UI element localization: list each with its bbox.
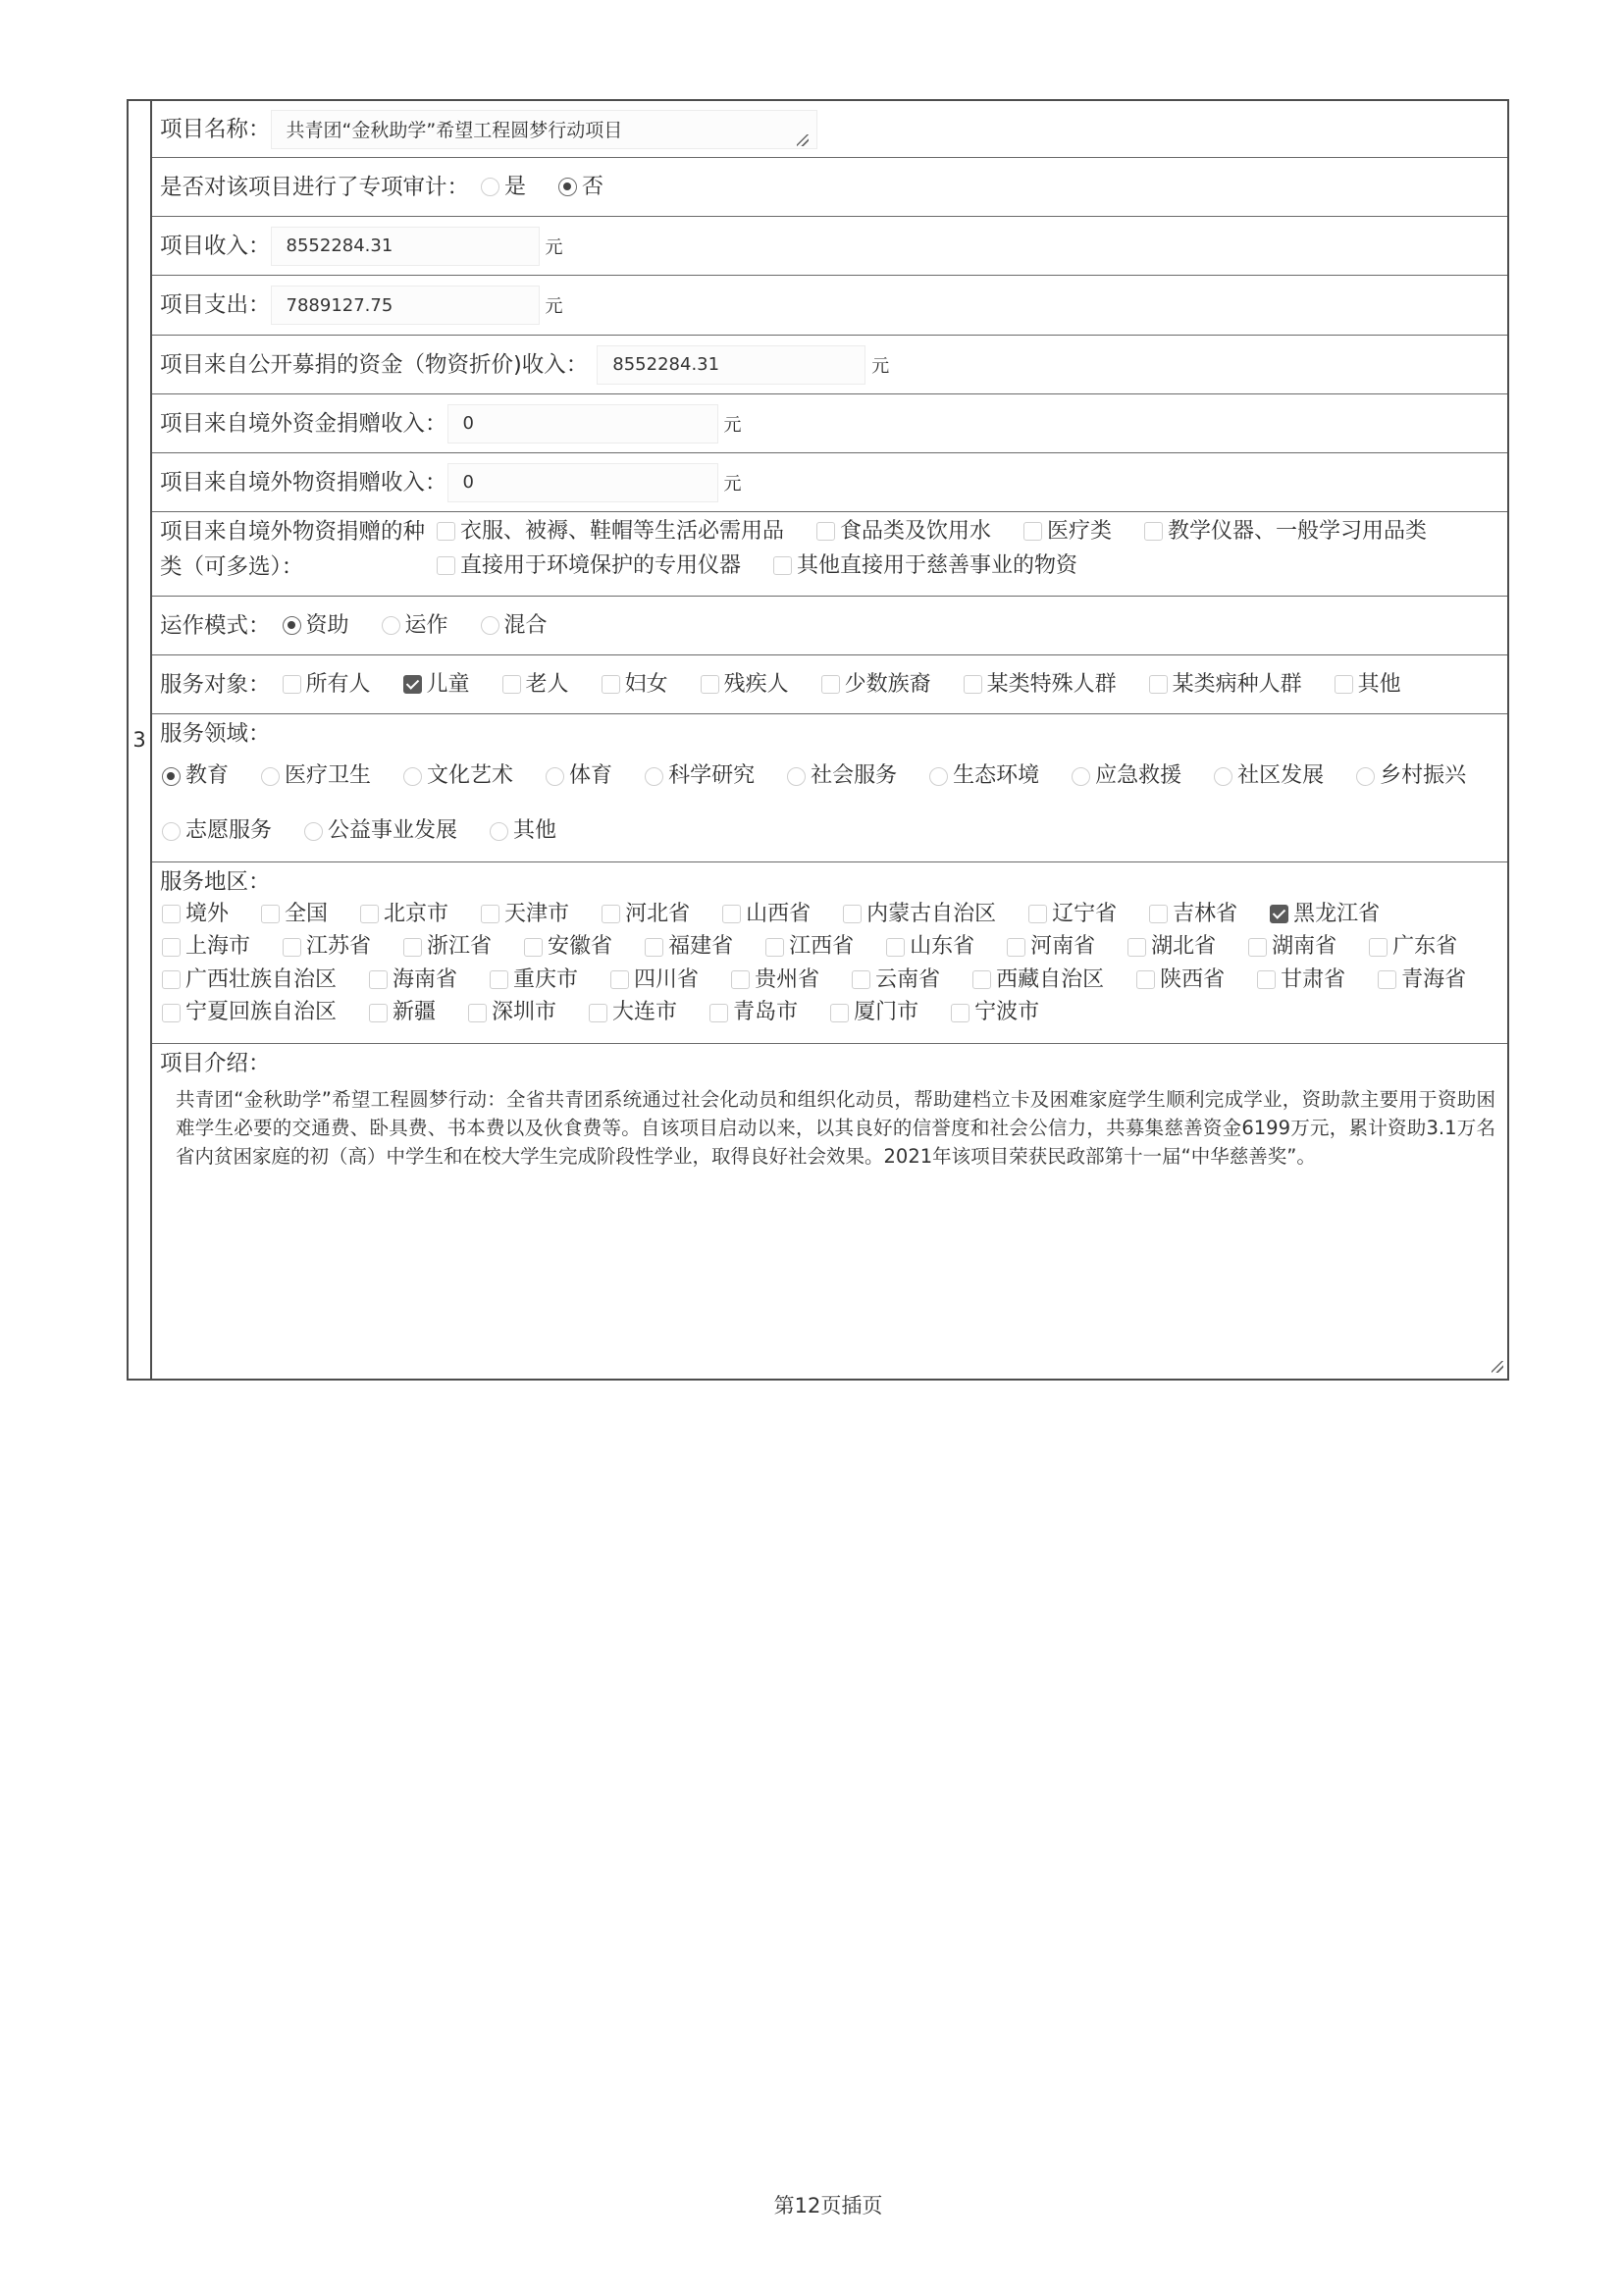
option-label: 运作 — [404, 612, 448, 638]
checkbox[interactable] — [524, 938, 543, 957]
option-label: 衣服、被褥、鞋帽等生活必需用品 — [460, 518, 785, 544]
checkbox[interactable] — [972, 970, 991, 989]
project-name-label: 项目名称： — [160, 116, 271, 142]
audit-option[interactable] — [558, 173, 603, 202]
option-label: 内蒙古自治区 — [866, 901, 997, 926]
checkbox[interactable] — [1270, 905, 1288, 923]
service-field-option[interactable] — [1214, 761, 1324, 791]
page-footer: 第12页插页 — [773, 2194, 883, 2218]
special-audit-options — [481, 173, 603, 202]
checkbox[interactable] — [1257, 970, 1276, 989]
option-label: 河南省 — [1030, 934, 1096, 960]
checkbox[interactable] — [162, 938, 181, 957]
radio-button[interactable] — [1072, 767, 1090, 786]
service-target-option[interactable] — [701, 670, 789, 700]
special-audit-label: 是否对该项目进行了专项审计： — [160, 174, 470, 200]
option-label: 山东省 — [910, 934, 975, 960]
income-value: 8552284.31 — [286, 235, 393, 256]
checkbox[interactable] — [951, 1004, 969, 1022]
service-field-option[interactable] — [645, 761, 755, 791]
expenditure-row — [152, 276, 1507, 336]
service-region-option[interactable] — [468, 998, 556, 1027]
option-label: 湖南省 — [1272, 934, 1337, 960]
option-label: 江西省 — [789, 934, 855, 960]
special-audit-row — [152, 158, 1507, 217]
checkbox[interactable] — [283, 938, 301, 957]
option-label: 残疾人 — [723, 671, 789, 697]
checkbox[interactable] — [502, 675, 521, 694]
service-field-option-row — [162, 804, 1507, 859]
radio-button[interactable] — [929, 767, 948, 786]
row-index: 3 — [132, 728, 146, 752]
option-label: 教学仪器、一般学习用品类 — [1168, 518, 1428, 544]
service-region-option[interactable] — [360, 900, 448, 929]
checkbox[interactable] — [1007, 938, 1025, 957]
expenditure-input[interactable] — [271, 286, 540, 325]
service-target-option[interactable] — [1149, 670, 1302, 700]
project-form — [152, 101, 1507, 1379]
checkbox[interactable] — [709, 1004, 728, 1022]
project-name-value: 共青团“金秋助学”希望工程圆梦行动项目 — [286, 120, 623, 141]
checkbox[interactable] — [468, 1004, 487, 1022]
resize-handle-icon[interactable] — [797, 134, 809, 146]
option-label: 安徽省 — [548, 934, 613, 960]
radio-button[interactable] — [490, 822, 508, 841]
checkbox[interactable] — [645, 938, 663, 957]
material-type-option[interactable] — [437, 517, 784, 547]
checkbox[interactable] — [1136, 970, 1155, 989]
service-region-option-row — [162, 931, 1507, 965]
resize-handle-icon[interactable] — [1492, 1361, 1503, 1373]
checkbox[interactable] — [1369, 938, 1388, 957]
service-field-option[interactable] — [162, 761, 229, 791]
option-label: 医疗卫生 — [285, 763, 372, 788]
option-label: 社区发展 — [1237, 763, 1325, 788]
service-region-option[interactable] — [610, 965, 699, 995]
option-label: 浙江省 — [427, 934, 493, 960]
expenditure-value: 7889127.75 — [286, 294, 393, 316]
service-field-option[interactable] — [403, 761, 513, 791]
service-targets-row — [152, 655, 1507, 714]
service-region-option[interactable] — [722, 900, 811, 929]
operation-mode-row — [152, 597, 1507, 655]
radio-button[interactable] — [283, 616, 301, 635]
project-name-input[interactable] — [271, 110, 817, 149]
option-label: 四川省 — [634, 966, 700, 992]
service-region-option[interactable] — [1028, 900, 1117, 929]
public-fundraising-row — [152, 336, 1507, 394]
project-name-row — [152, 101, 1507, 158]
checkbox[interactable] — [602, 905, 620, 923]
overseas-fund-label: 项目来自境外资金捐赠收入： — [160, 410, 447, 437]
service-region-option[interactable] — [830, 998, 918, 1027]
option-label: 其他 — [1357, 671, 1401, 697]
checkbox[interactable] — [1127, 938, 1146, 957]
project-form-table — [127, 99, 1509, 1381]
service-region-option[interactable] — [283, 932, 371, 962]
checkbox[interactable] — [722, 905, 741, 923]
checkbox[interactable] — [773, 556, 792, 575]
service-field-option[interactable] — [787, 761, 897, 791]
service-region-option[interactable] — [1248, 932, 1336, 962]
service-region-option-row — [162, 898, 1507, 931]
row-index-column — [129, 101, 152, 1379]
checkbox[interactable] — [437, 556, 455, 575]
material-type-option-row — [437, 514, 1427, 548]
radio-button[interactable] — [481, 178, 499, 196]
material-type-option-row — [437, 548, 1427, 583]
material-type-option[interactable] — [816, 517, 991, 547]
operation-mode-option[interactable] — [382, 611, 448, 641]
option-label: 医疗类 — [1047, 518, 1113, 544]
overseas-material-unit: 元 — [723, 473, 742, 495]
option-label: 厦门市 — [854, 1000, 919, 1025]
service-regions-options — [160, 898, 1507, 1029]
checkbox[interactable] — [1149, 675, 1168, 694]
overseas-fund-row — [152, 394, 1507, 453]
service-regions-row — [152, 862, 1507, 1044]
option-label: 社会服务 — [811, 763, 898, 788]
service-field-option[interactable] — [546, 761, 612, 791]
option-label: 新疆 — [393, 1000, 437, 1025]
option-label: 否 — [582, 174, 604, 199]
introduction-row — [152, 1044, 1507, 1379]
service-region-option[interactable] — [403, 932, 492, 962]
overseas-fund-value: 0 — [462, 413, 474, 434]
option-label: 海南省 — [393, 966, 458, 992]
option-label: 儿童 — [426, 671, 470, 697]
checkbox[interactable] — [490, 970, 508, 989]
checkbox[interactable] — [162, 970, 181, 989]
option-label: 妇女 — [624, 671, 668, 697]
radio-button[interactable] — [382, 616, 400, 635]
option-label: 广西壮族自治区 — [185, 966, 338, 992]
service-target-option[interactable] — [964, 670, 1117, 700]
income-row — [152, 217, 1507, 276]
checkbox[interactable] — [1378, 970, 1396, 989]
checkbox[interactable] — [437, 522, 455, 541]
checkbox[interactable] — [162, 905, 181, 923]
service-region-option[interactable] — [162, 900, 229, 929]
radio-button[interactable] — [162, 767, 181, 786]
checkbox[interactable] — [1248, 938, 1267, 957]
option-label: 深圳市 — [492, 1000, 557, 1025]
operation-mode-options — [283, 611, 548, 641]
radio-button[interactable] — [261, 767, 280, 786]
option-label: 云南省 — [875, 966, 941, 992]
service-field-option[interactable] — [162, 816, 272, 846]
checkbox[interactable] — [403, 938, 422, 957]
checkbox[interactable] — [830, 1004, 849, 1022]
service-fields-row — [152, 714, 1507, 862]
checkbox[interactable] — [481, 905, 499, 923]
service-region-option[interactable] — [490, 965, 578, 995]
service-field-option[interactable] — [490, 816, 556, 846]
service-target-option[interactable] — [403, 670, 470, 700]
overseas-material-input[interactable] — [447, 463, 718, 502]
option-label: 辽宁省 — [1052, 901, 1118, 926]
checkbox[interactable] — [1144, 522, 1163, 541]
service-region-option[interactable] — [369, 998, 436, 1027]
service-target-option[interactable] — [283, 670, 371, 700]
material-types-row — [152, 512, 1507, 597]
material-types-options — [437, 514, 1427, 583]
checkbox[interactable] — [589, 1004, 607, 1022]
income-label: 项目收入： — [160, 233, 271, 259]
overseas-fund-unit: 元 — [723, 414, 742, 436]
checkbox[interactable] — [602, 675, 620, 694]
option-label: 山西省 — [746, 901, 812, 926]
service-region-option[interactable] — [951, 998, 1039, 1027]
service-region-option[interactable] — [972, 965, 1104, 995]
radio-button[interactable] — [1356, 767, 1375, 786]
option-label: 陕西省 — [1160, 966, 1226, 992]
checkbox[interactable] — [765, 938, 784, 957]
option-label: 老人 — [525, 671, 569, 697]
expenditure-label: 项目支出： — [160, 292, 271, 318]
material-type-option[interactable] — [1144, 517, 1427, 547]
service-region-option[interactable] — [261, 900, 328, 929]
public-fundraising-input[interactable] — [597, 345, 865, 385]
audit-option[interactable] — [481, 173, 526, 202]
public-fundraising-label: 项目来自公开募捐的资金（物资折价)收入： — [160, 351, 589, 378]
option-label: 体育 — [569, 763, 613, 788]
option-label: 科学研究 — [668, 763, 756, 788]
radio-button[interactable] — [162, 822, 181, 841]
service-field-option[interactable] — [1072, 761, 1181, 791]
checkbox[interactable] — [360, 905, 379, 923]
option-label: 吉林省 — [1173, 901, 1238, 926]
option-label: 广东省 — [1392, 934, 1458, 960]
material-types-label: 项目来自境外物资捐赠的种类（可多选）： — [160, 519, 426, 580]
checkbox[interactable] — [731, 970, 750, 989]
introduction-label: 项目介绍： — [160, 1051, 271, 1076]
checkbox[interactable] — [403, 675, 422, 694]
checkbox[interactable] — [816, 522, 835, 541]
option-label: 其他直接用于慈善事业的物资 — [797, 552, 1078, 578]
option-label: 福建省 — [668, 934, 734, 960]
option-label: 某类病种人群 — [1172, 671, 1302, 697]
option-label: 其他 — [513, 818, 557, 843]
checkbox[interactable] — [1028, 905, 1047, 923]
service-field-option[interactable] — [929, 761, 1039, 791]
checkbox[interactable] — [1149, 905, 1168, 923]
service-region-option[interactable] — [1136, 965, 1225, 995]
material-type-option[interactable] — [1023, 517, 1112, 547]
option-label: 境外 — [185, 901, 230, 926]
radio-button[interactable] — [546, 767, 564, 786]
material-type-option[interactable] — [773, 551, 1077, 581]
service-region-option-row — [162, 964, 1507, 997]
operation-mode-label: 运作模式： — [160, 612, 271, 639]
service-region-option[interactable] — [1369, 932, 1457, 962]
service-region-option[interactable] — [481, 900, 569, 929]
checkbox[interactable] — [283, 675, 301, 694]
radio-button[interactable] — [403, 767, 422, 786]
radio-button[interactable] — [304, 822, 323, 841]
option-label: 湖北省 — [1151, 934, 1217, 960]
option-label: 全国 — [285, 901, 329, 926]
option-label: 天津市 — [504, 901, 570, 926]
income-unit: 元 — [545, 236, 563, 258]
checkbox[interactable] — [886, 938, 905, 957]
service-region-option[interactable] — [162, 932, 250, 962]
checkbox[interactable] — [821, 675, 840, 694]
service-region-option[interactable] — [589, 998, 677, 1027]
introduction-textarea[interactable]: 共青团“金秋助学”希望工程圆梦行动：全省共青团系统通过社会化动员和组织化动员，帮助建档立卡及困难家庭学生顺利完成学业，资助款主要用于资助困难学生必要的交通费、卧具费、书本费以及伙食费等。自该项目启动以来，以其良好的信誉度和社会公信力，共募集慈善资金6199万元，累计资助3.1万名省内贫困家庭的初（高）中学生和在校大学生完成阶段性学业，取得良好社会效果。2021年该项目荣获民政部第十一届“中华慈善奖”。 — [176, 1088, 1495, 1168]
checkbox[interactable] — [1023, 522, 1042, 541]
income-input[interactable] — [271, 227, 540, 266]
service-region-option[interactable] — [731, 965, 819, 995]
option-label: 文化艺术 — [427, 763, 514, 788]
option-label: 乡村振兴 — [1380, 763, 1467, 788]
radio-button[interactable] — [645, 767, 663, 786]
service-region-option-row — [162, 997, 1507, 1030]
radio-button[interactable] — [558, 178, 577, 196]
radio-button[interactable] — [481, 616, 499, 635]
option-label: 宁夏回族自治区 — [185, 1000, 338, 1025]
option-label: 应急救援 — [1095, 763, 1182, 788]
material-type-option[interactable] — [437, 551, 741, 581]
expenditure-unit: 元 — [545, 296, 563, 317]
service-field-option-row — [162, 749, 1507, 804]
audit-option-row — [481, 173, 603, 202]
option-label: 少数族裔 — [844, 671, 931, 697]
service-field-option[interactable] — [261, 761, 371, 791]
option-label: 志愿服务 — [185, 818, 273, 843]
option-label: 直接用于环境保护的专用仪器 — [460, 552, 742, 578]
checkbox[interactable] — [369, 970, 388, 989]
checkbox[interactable] — [701, 675, 719, 694]
option-label: 公益事业发展 — [328, 818, 458, 843]
option-label: 青岛市 — [733, 1000, 799, 1025]
service-region-option[interactable] — [709, 998, 798, 1027]
service-target-option[interactable] — [502, 670, 569, 700]
checkbox[interactable] — [843, 905, 862, 923]
option-label: 河北省 — [625, 901, 691, 926]
service-fields-label: 服务领域： — [160, 721, 271, 747]
service-targets-label: 服务对象： — [160, 671, 271, 698]
radio-button[interactable] — [1214, 767, 1232, 786]
service-fields-options — [160, 749, 1507, 859]
service-region-option[interactable] — [765, 932, 854, 962]
service-target-option[interactable] — [1335, 670, 1401, 700]
service-field-option[interactable] — [1356, 761, 1466, 791]
overseas-material-label: 项目来自境外物资捐赠收入： — [160, 469, 447, 496]
overseas-material-value: 0 — [462, 472, 474, 493]
service-target-option[interactable] — [602, 670, 668, 700]
option-label: 西藏自治区 — [996, 966, 1105, 992]
option-label: 青海省 — [1401, 966, 1467, 992]
option-label: 食品类及饮用水 — [840, 518, 992, 544]
service-region-option[interactable] — [524, 932, 612, 962]
service-region-option[interactable] — [843, 900, 996, 929]
overseas-material-row — [152, 453, 1507, 512]
checkbox[interactable] — [261, 905, 280, 923]
checkbox[interactable] — [852, 970, 870, 989]
service-target-option[interactable] — [821, 670, 931, 700]
public-fundraising-value: 8552284.31 — [612, 354, 720, 375]
service-region-option[interactable] — [1149, 900, 1237, 929]
service-region-option[interactable] — [1378, 965, 1466, 995]
service-region-option[interactable] — [602, 900, 690, 929]
option-label: 混合 — [503, 612, 548, 638]
operation-mode-option[interactable] — [283, 611, 349, 641]
checkbox[interactable] — [162, 1004, 181, 1022]
option-label: 北京市 — [384, 901, 449, 926]
service-region-option[interactable] — [162, 965, 337, 995]
service-field-option[interactable] — [304, 816, 457, 846]
service-target-option-row — [283, 670, 1401, 700]
service-region-option[interactable] — [1007, 932, 1095, 962]
operation-mode-option[interactable] — [481, 611, 548, 641]
option-label: 生态环境 — [953, 763, 1040, 788]
option-label: 贵州省 — [755, 966, 820, 992]
option-label: 教育 — [185, 763, 230, 788]
option-label: 黑龙江省 — [1293, 901, 1381, 926]
option-label: 大连市 — [612, 1000, 678, 1025]
service-regions-label: 服务地区： — [160, 869, 271, 895]
operation-mode-option-row — [283, 611, 548, 641]
overseas-fund-input[interactable] — [447, 404, 718, 444]
option-label: 江苏省 — [306, 934, 372, 960]
option-label: 是 — [504, 174, 527, 199]
checkbox[interactable] — [964, 675, 982, 694]
option-label: 宁波市 — [974, 1000, 1040, 1025]
checkbox[interactable] — [369, 1004, 388, 1022]
option-label: 甘肃省 — [1281, 966, 1346, 992]
service-region-option[interactable] — [162, 998, 337, 1027]
service-region-option[interactable] — [886, 932, 974, 962]
radio-button[interactable] — [787, 767, 806, 786]
option-label: 重庆市 — [513, 966, 579, 992]
service-region-option[interactable] — [1257, 965, 1345, 995]
option-label: 所有人 — [305, 671, 371, 697]
service-region-option[interactable] — [645, 932, 733, 962]
service-region-option[interactable] — [1270, 900, 1380, 929]
checkbox[interactable] — [610, 970, 629, 989]
service-targets-options — [283, 670, 1401, 700]
service-region-option[interactable] — [1127, 932, 1216, 962]
service-region-option[interactable] — [369, 965, 457, 995]
service-region-option[interactable] — [852, 965, 940, 995]
option-label: 资助 — [305, 612, 349, 638]
option-label: 某类特殊人群 — [986, 671, 1117, 697]
option-label: 上海市 — [185, 934, 251, 960]
public-fundraising-unit: 元 — [871, 355, 890, 377]
checkbox[interactable] — [1335, 675, 1353, 694]
